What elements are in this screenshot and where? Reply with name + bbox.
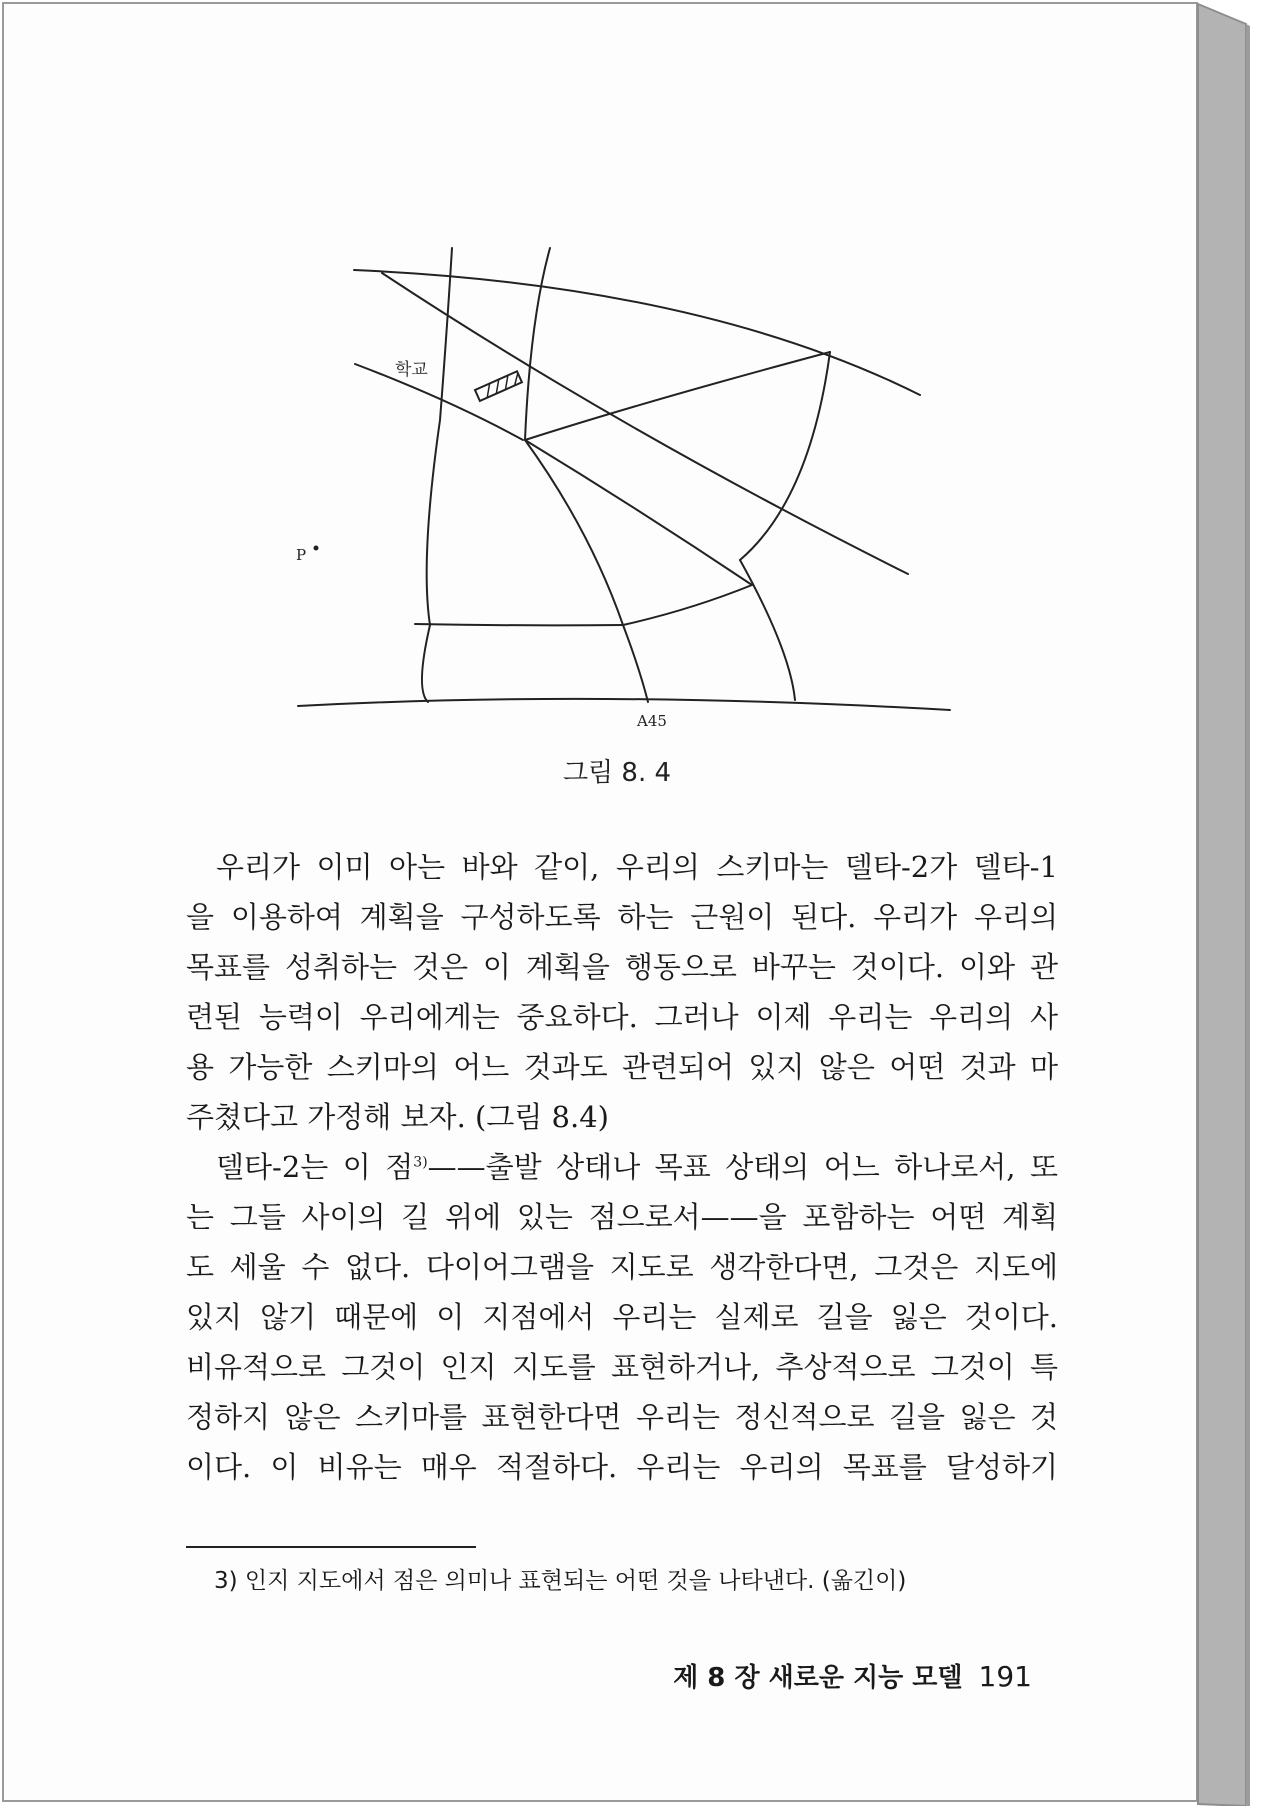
body-line-7b: ——출발 상태나 목표 상태의 어느 하나로서, 또 [427,1150,1058,1184]
road-diagonal-upper [382,273,908,574]
chapter-title: 제 8 장 새로운 지능 모델 [673,1663,963,1693]
body-line-7 [186,1142,1058,1192]
body-text [186,842,1058,1492]
map-label-school: 학교 [395,360,428,380]
body-line-6: 주쳤다고 가정해 보자. (그림 8.4) [186,1100,609,1134]
footnote-ref: 3) [413,1154,428,1171]
road-vertical-left [422,248,452,702]
body-line-10: 있지 않기 때문에 이 지점에서 우리는 실제로 길을 잃은 것이다. [186,1300,1058,1334]
road-a45 [298,699,950,710]
body-line-13: 이다. 이 비유는 매우 적절하다. 우리는 우리의 목표를 달성하기 [186,1450,1058,1484]
road-top [354,270,920,395]
body-line-9: 도 세울 수 없다. 다이어그램을 지도로 생각한다면, 그것은 지도에 [186,1250,1058,1284]
running-footer [673,1657,1032,1694]
footnote: 3) 인지 지도에서 점은 의미나 표현되는 어떤 것을 나타낸다. (옮긴이) [214,1568,907,1594]
road-link [623,585,752,625]
road-junction-south [525,440,648,702]
road-vertical-right [525,248,550,440]
body-line-2: 을 이용하여 계획을 구성하도록 하는 근원이 된다. 우리가 우리의 [186,900,1058,934]
map-label-road: A45 [637,712,667,730]
map-label-p: P [296,546,307,564]
body-line-7a: 델타-2는 이 점 [216,1150,414,1184]
body-line-4: 련된 능력이 우리에게는 중요하다. 그러나 이제 우리는 우리의 사 [186,1000,1058,1034]
page-number: 191 [978,1660,1032,1693]
footnote-divider [186,1546,476,1548]
body-line-3: 목표를 성취하는 것은 이 계획을 행동으로 바꾸는 것이다. 이와 관 [186,950,1058,984]
point-p-dot [314,546,319,551]
body-line-12: 정하지 않은 스키마를 표현한다면 우리는 정신적으로 길을 잃은 것 [186,1400,1058,1434]
map-figure [280,230,960,750]
body-line-5: 용 가능한 스키마의 어느 것과도 관련되어 있지 않은 어떤 것과 마 [186,1050,1058,1084]
road-cross [415,624,623,625]
road-junction-east [525,352,830,440]
body-line-1: 우리가 이미 아는 바와 같이, 우리의 스키마는 델타-2가 델타-1 [216,850,1058,884]
figure-caption: 그림 8. 4 [562,758,672,788]
road-junction-curve [525,440,752,585]
school-building [475,371,522,401]
body-line-11: 비유적으로 그것이 인지 지도를 표현하거나, 추상적으로 그것이 특 [186,1350,1058,1384]
road-curve-right [740,352,830,700]
body-line-8: 는 그들 사이의 길 위에 있는 점으로서——을 포함하는 어떤 계획 [186,1200,1058,1234]
